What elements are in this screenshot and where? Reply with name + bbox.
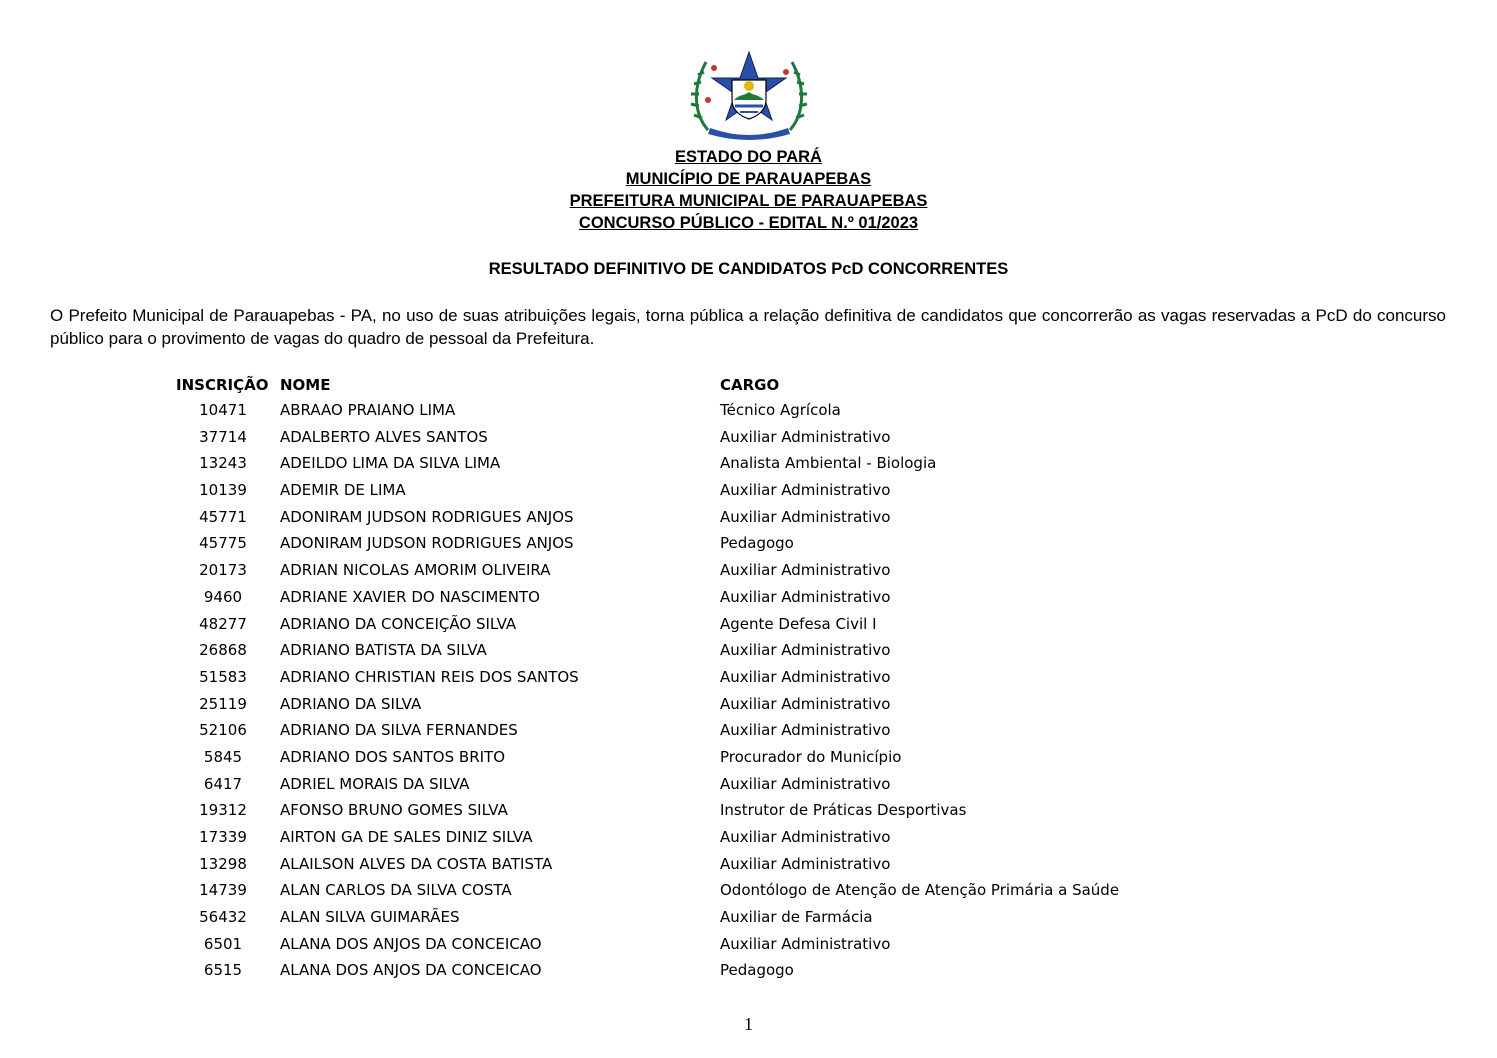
- table-row: [0, 718, 1497, 745]
- cell-cargo: Procurador do Município: [720, 747, 902, 766]
- cell-inscricao: 13243: [199, 454, 247, 473]
- cell-inscricao: 17339: [199, 828, 247, 846]
- table-body: [0, 398, 1497, 985]
- table-row: [0, 772, 1497, 799]
- cell-cargo: Auxiliar de Farmácia: [720, 908, 873, 927]
- cell-cargo: Auxiliar Administrativo: [720, 774, 891, 793]
- cell-inscricao: 10139: [199, 481, 247, 500]
- table-row: [0, 558, 1497, 585]
- table-row: [0, 665, 1497, 692]
- cell-cargo: Auxiliar Administrativo: [720, 561, 891, 580]
- document-header: [0, 146, 1497, 234]
- cell-inscricao: 19312: [199, 801, 247, 820]
- cell-nome: ADRIAN NICOLAS AMORIM OLIVEIRA: [280, 561, 551, 580]
- cell-nome: ALANA DOS ANJOS DA CONCEICAO: [280, 961, 542, 980]
- cell-cargo: Auxiliar Administrativo: [720, 587, 891, 606]
- header-nome: NOME: [280, 376, 331, 394]
- cell-cargo: Instrutor de Práticas Desportivas: [720, 801, 967, 820]
- cell-cargo: Odontólogo de Atenção de Atenção Primária a Saúde: [720, 881, 1120, 900]
- cell-nome: ADONIRAM JUDSON RODRIGUES ANJOS: [280, 507, 574, 526]
- table-row: [0, 905, 1497, 932]
- cell-inscricao: 37714: [199, 427, 247, 446]
- cell-cargo: Agente Defesa Civil I: [720, 614, 877, 633]
- cell-inscricao: 6417: [203, 774, 243, 793]
- cell-nome: ADRIANO DA SILVA FERNANDES: [280, 721, 518, 740]
- header-inscricao: INSCRIÇÃO: [176, 376, 269, 394]
- cell-nome: ALANA DOS ANJOS DA CONCEICAO: [280, 934, 542, 953]
- cell-nome: ALAN CARLOS DA SILVA COSTA: [280, 881, 512, 900]
- cell-cargo: Auxiliar Administrativo: [720, 481, 891, 500]
- cell-inscricao: 52106: [199, 721, 247, 740]
- table-row: [0, 531, 1497, 558]
- cell-inscricao: 13298: [199, 854, 247, 873]
- cell-nome: ADRIANE XAVIER DO NASCIMENTO: [280, 587, 540, 606]
- table-row: [0, 398, 1497, 425]
- cell-nome: ADRIANO DOS SANTOS BRITO: [280, 747, 506, 766]
- cell-nome: ALAILSON ALVES DA COSTA BATISTA: [280, 854, 553, 873]
- cell-inscricao: 25119: [199, 694, 247, 713]
- page-number: 1: [744, 1014, 753, 1034]
- table-row: [0, 638, 1497, 665]
- cell-nome: ADRIEL MORAIS DA SILVA: [280, 774, 470, 793]
- cell-cargo: Técnico Agrícola: [720, 401, 841, 419]
- cell-cargo: Analista Ambiental - Biologia: [720, 454, 937, 473]
- table-row: [0, 878, 1497, 905]
- cell-inscricao: 45771: [199, 507, 247, 526]
- cell-cargo: Auxiliar Administrativo: [720, 694, 891, 713]
- cell-nome: ALAN SILVA GUIMARÃES: [280, 908, 460, 927]
- cell-inscricao: 51583: [199, 667, 247, 686]
- cell-nome: AIRTON GA DE SALES DINIZ SILVA: [280, 828, 533, 846]
- cell-inscricao: 10471: [199, 401, 247, 419]
- cell-inscricao: 48277: [199, 614, 247, 633]
- cell-cargo: Auxiliar Administrativo: [720, 641, 891, 660]
- table-row: [0, 478, 1497, 505]
- cell-inscricao: 6501: [203, 934, 243, 953]
- cell-inscricao: 9460: [203, 587, 243, 606]
- table-row: [0, 425, 1497, 452]
- cell-nome: ADALBERTO ALVES SANTOS: [280, 427, 488, 446]
- municipal-coat-of-arms-icon: [688, 48, 810, 140]
- header-prefecture: PREFEITURA MUNICIPAL DE PARAUAPEBAS: [569, 192, 928, 210]
- intro-paragraph: O Prefeito Municipal de Parauapebas - PA, no uso de suas atribuições legais, torna pública a relação definitiva de candidatos que concorrerão as vagas reservadas a PcD do concurso público para o provimento de vagas do quadro de pessoal da Prefeitura.: [50, 306, 1446, 348]
- cell-cargo: Auxiliar Administrativo: [720, 427, 891, 446]
- cell-nome: ADRIANO DA SILVA: [280, 694, 422, 713]
- table-row: [0, 825, 1497, 852]
- table-row: [0, 932, 1497, 959]
- table-header-row: [0, 373, 1497, 397]
- table-row: [0, 451, 1497, 478]
- header-edital: CONCURSO PÚBLICO - EDITAL N.º 01/2023: [578, 214, 919, 232]
- cell-nome: ADRIANO BATISTA DA SILVA: [280, 641, 487, 660]
- header-cargo: CARGO: [720, 376, 780, 394]
- candidates-table: [0, 373, 1497, 980]
- cell-inscricao: 5845: [203, 747, 243, 766]
- cell-inscricao: 26868: [199, 641, 247, 660]
- cell-inscricao: 6515: [203, 961, 243, 980]
- table-row: [0, 585, 1497, 612]
- cell-nome: ADRIANO DA CONCEIÇÃO SILVA: [280, 614, 517, 633]
- table-row: [0, 505, 1497, 532]
- cell-nome: ABRAAO PRAIANO LIMA: [280, 401, 456, 419]
- table-row: [0, 852, 1497, 879]
- document-title: RESULTADO DEFINITIVO DE CANDIDATOS PcD CONCORRENTES: [488, 260, 1009, 278]
- cell-nome: ADRIANO CHRISTIAN REIS DOS SANTOS: [280, 667, 579, 686]
- cell-nome: ADEMIR DE LIMA: [280, 481, 406, 500]
- cell-cargo: Auxiliar Administrativo: [720, 507, 891, 526]
- cell-cargo: Auxiliar Administrativo: [720, 854, 891, 873]
- cell-nome: ADEILDO LIMA DA SILVA LIMA: [280, 454, 501, 473]
- cell-cargo: Auxiliar Administrativo: [720, 721, 891, 740]
- cell-cargo: Auxiliar Administrativo: [720, 828, 891, 846]
- table-row: [0, 612, 1497, 639]
- table-row: [0, 692, 1497, 719]
- cell-cargo: Auxiliar Administrativo: [720, 934, 891, 953]
- cell-inscricao: 56432: [199, 908, 247, 927]
- cell-nome: AFONSO BRUNO GOMES SILVA: [280, 801, 508, 820]
- cell-cargo: Pedagogo: [720, 534, 794, 553]
- cell-cargo: Pedagogo: [720, 961, 794, 980]
- table-row: [0, 958, 1497, 985]
- cell-inscricao: 45775: [199, 534, 247, 553]
- cell-cargo: Auxiliar Administrativo: [720, 667, 891, 686]
- cell-nome: ADONIRAM JUDSON RODRIGUES ANJOS: [280, 534, 574, 553]
- cell-inscricao: 20173: [199, 561, 247, 580]
- header-state: ESTADO DO PARÁ: [675, 148, 822, 166]
- cell-inscricao: 14739: [199, 881, 247, 900]
- table-row: [0, 745, 1497, 772]
- table-row: [0, 798, 1497, 825]
- header-municipality: MUNICÍPIO DE PARAUAPEBAS: [625, 170, 872, 188]
